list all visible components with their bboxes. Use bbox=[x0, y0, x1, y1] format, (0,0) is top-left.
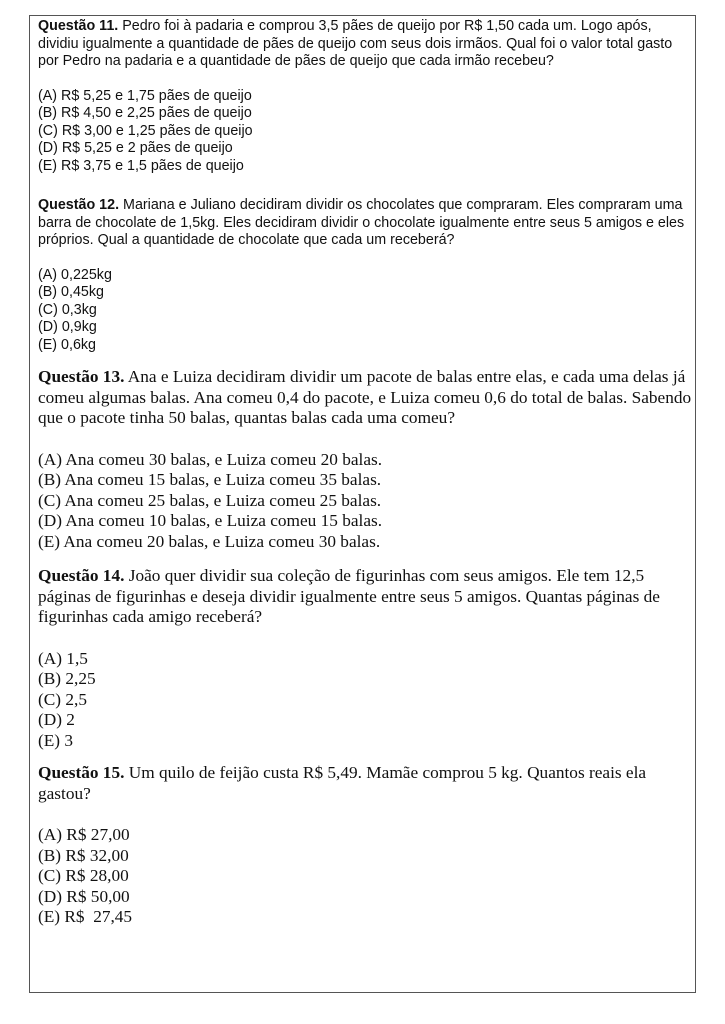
option-e[interactable]: (E) R$ 27,45 bbox=[38, 907, 133, 926]
option-a[interactable]: (A) Ana comeu 30 balas, e Luiza comeu 20 balas. bbox=[38, 449, 383, 469]
option-b[interactable]: (B) 0,45kg bbox=[38, 284, 104, 300]
question-11 bbox=[38, 18, 694, 175]
option-e[interactable]: (E) 3 bbox=[38, 730, 74, 750]
option-a[interactable]: (A) 0,225kg bbox=[38, 266, 112, 283]
question-stem bbox=[38, 367, 694, 429]
question-text: Pedro foi à padaria e comprou 3,5 pães de queijo por R$ 1,50 cada um. Logo após, dividiu igualmente a quantidade de pães de queijo com seus dois irmãos. Qual foi o valor total gasto por Pedro na padaria e a quantidade de pães de queijo que cada irmão recebeu? bbox=[38, 18, 673, 69]
option-a[interactable]: (A) R$ 27,00 bbox=[38, 825, 130, 844]
option-b[interactable]: (B) R$ 4,50 e 2,25 pães de queijo bbox=[38, 105, 252, 121]
question-label: Questão 15. bbox=[38, 763, 125, 782]
option-d[interactable]: (D) Ana comeu 10 balas, e Luiza comeu 15 balas. bbox=[38, 511, 383, 530]
question-stem bbox=[38, 566, 694, 628]
option-c[interactable]: (C) R$ 28,00 bbox=[38, 866, 129, 885]
option-b[interactable]: (B) Ana comeu 15 balas, e Luiza comeu 35 balas. bbox=[38, 470, 382, 489]
option-e[interactable]: (E) Ana comeu 20 balas, e Luiza comeu 30 balas. bbox=[38, 531, 381, 551]
option-e[interactable]: (E) R$ 3,75 e 1,5 pães de queijo bbox=[38, 157, 244, 174]
question-13 bbox=[38, 367, 694, 552]
option-b[interactable]: (B) R$ 32,00 bbox=[38, 845, 129, 865]
option-c[interactable]: (C) R$ 3,00 e 1,25 pães de queijo bbox=[38, 122, 253, 139]
question-stem bbox=[38, 18, 694, 71]
options-list bbox=[38, 649, 694, 752]
question-text: Mariana e Juliano decidiram dividir os chocolates que compraram. Eles compraram uma barra de chocolate de 1,5kg. Eles decidiram dividir o chocolate igualmente entre seus 5 amigos e eles próprios. Qual a quantidade de chocolate que cada um receberá? bbox=[38, 197, 685, 248]
option-b[interactable]: (B) 2,25 bbox=[38, 669, 96, 688]
question-stem bbox=[38, 197, 694, 250]
question-15 bbox=[38, 763, 694, 928]
options-list bbox=[38, 450, 694, 553]
question-label: Questão 12. bbox=[38, 197, 120, 213]
question-text: Um quilo de feijão custa R$ 5,49. Mamãe comprou 5 kg. Quantos reais ela gastou? bbox=[38, 763, 647, 803]
option-d[interactable]: (D) 2 bbox=[38, 710, 75, 729]
options-list bbox=[38, 88, 694, 176]
options-list bbox=[38, 825, 694, 928]
option-a[interactable]: (A) R$ 5,25 e 1,75 pães de queijo bbox=[38, 87, 252, 104]
question-label: Questão 11. bbox=[38, 18, 119, 34]
question-label: Questão 14. bbox=[38, 566, 125, 585]
question-stem bbox=[38, 763, 694, 804]
option-c[interactable]: (C) Ana comeu 25 balas, e Luiza comeu 25 balas. bbox=[38, 490, 382, 510]
question-text: Ana e Luiza decidiram dividir um pacote de balas entre elas, e cada uma delas já comeu algumas balas. Ana comeu 0,4 do pacote, e Luiza comeu 0,6 do total de balas. Sabendo que o pacote tinha 50 balas, quantas balas cada uma comeu? bbox=[38, 367, 692, 427]
option-d[interactable]: (D) R$ 5,25 e 2 pães de queijo bbox=[38, 140, 233, 156]
question-14 bbox=[38, 566, 694, 751]
options-list bbox=[38, 267, 694, 355]
question-12 bbox=[38, 197, 694, 354]
option-e[interactable]: (E) 0,6kg bbox=[38, 336, 97, 353]
question-label: Questão 13. bbox=[38, 367, 125, 386]
option-d[interactable]: (D) 0,9kg bbox=[38, 319, 97, 335]
option-c[interactable]: (C) 2,5 bbox=[38, 689, 87, 709]
option-d[interactable]: (D) R$ 50,00 bbox=[38, 886, 130, 906]
question-text: João quer dividir sua coleção de figurinhas com seus amigos. Ele tem 12,5 páginas de figurinhas e deseja dividir igualmente entre seus 5 amigos. Quantas páginas de figurinhas cada amigo receberá? bbox=[38, 566, 660, 626]
option-c[interactable]: (C) 0,3kg bbox=[38, 301, 97, 318]
option-a[interactable]: (A) 1,5 bbox=[38, 648, 88, 668]
